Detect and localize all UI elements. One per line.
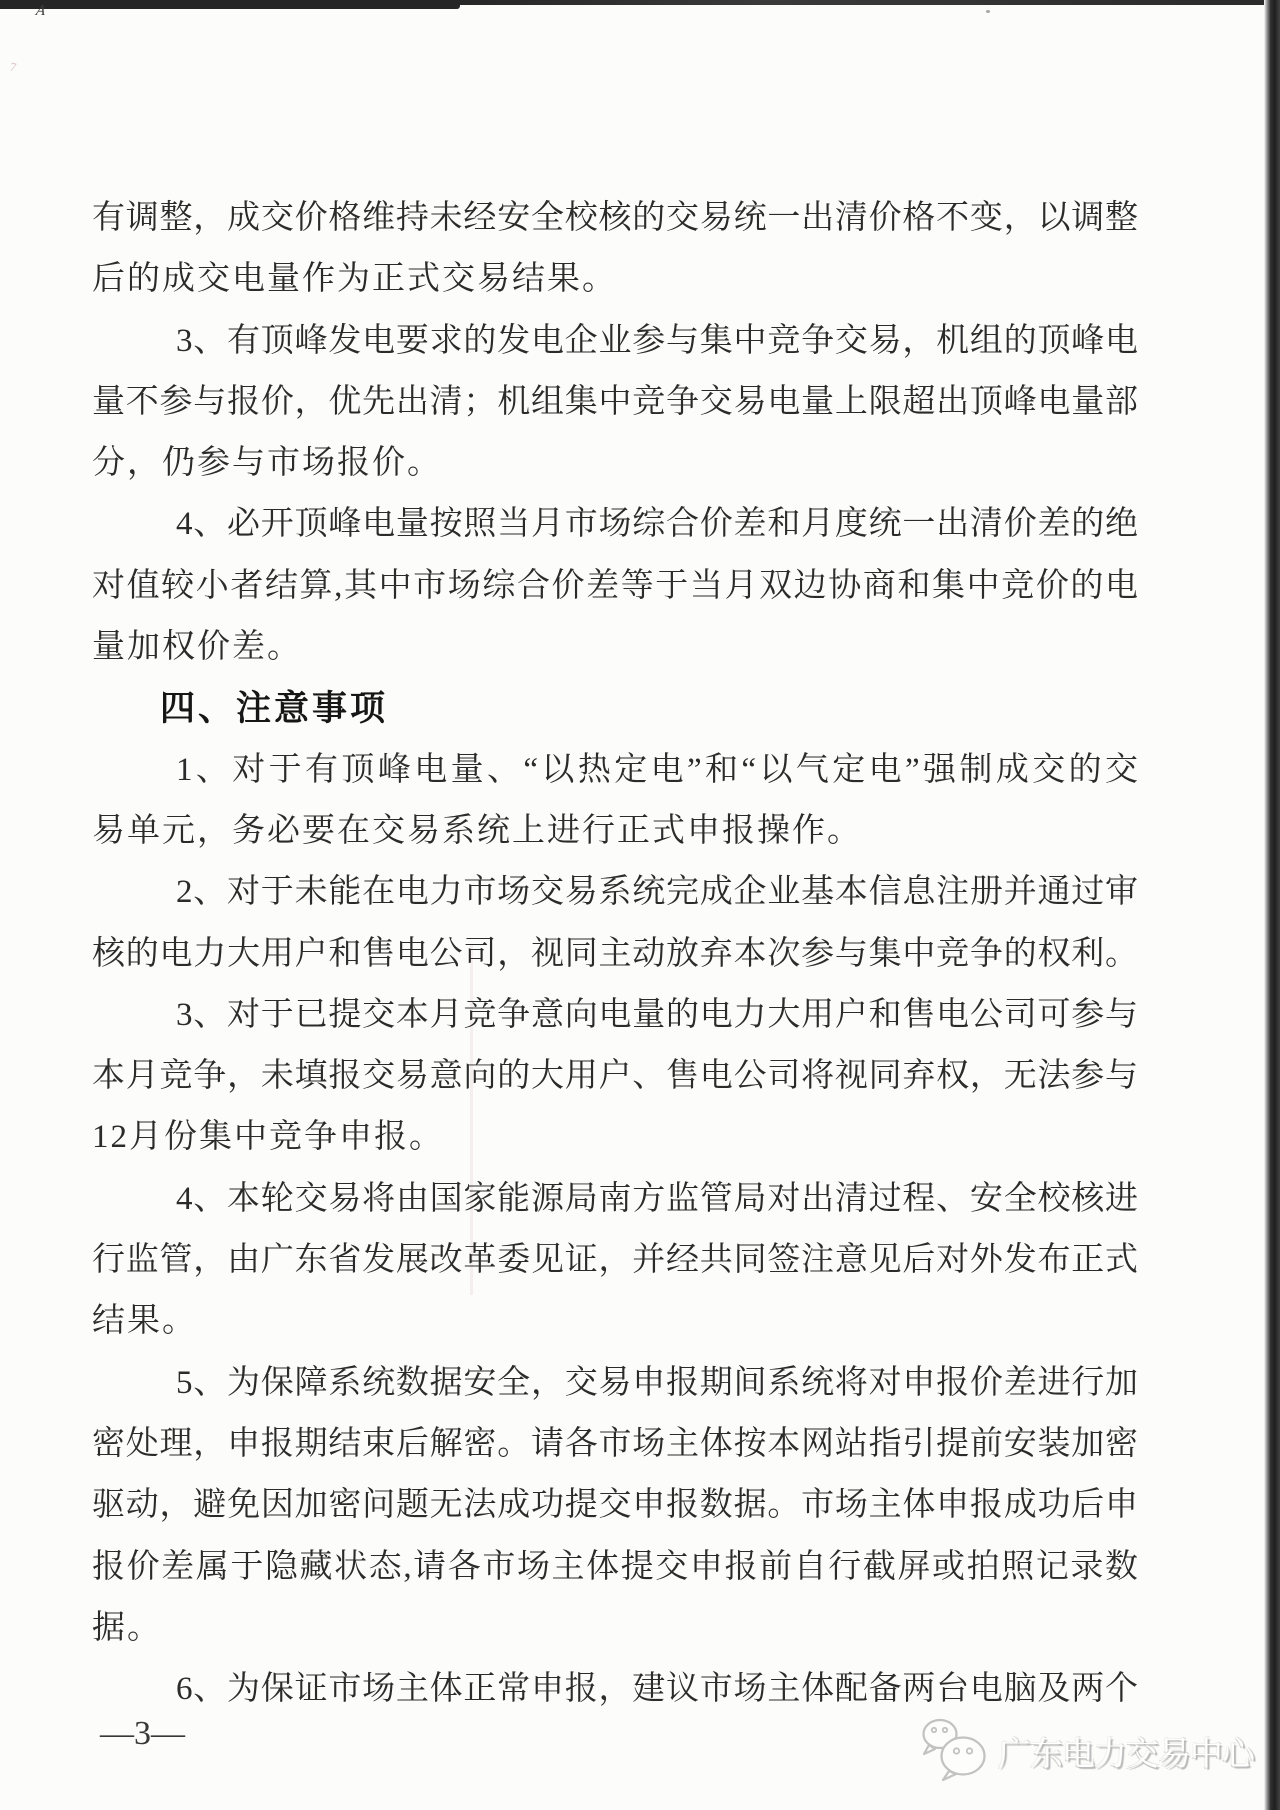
wechat-icon <box>916 1716 992 1787</box>
text-line: 分，仍参与市场报价。 <box>92 445 442 482</box>
text-line: 5、为保障系统数据安全，交易申报期间系统将对申报价差进行加 <box>176 1364 1138 1401</box>
scan-edge-top-left <box>0 0 460 9</box>
text-line: 核的电力大用户和售电公司，视同主动放弃本次参与集中竞争的权利。 <box>92 935 1138 972</box>
text-line: 结果。 <box>92 1303 197 1340</box>
scan-artifact-speck <box>986 10 990 13</box>
text-line: 行监管，由广东省发展改革委见证，并经共同签注意见后对外发布正式 <box>92 1242 1138 1279</box>
text-line: 3、对于已提交本月竞争意向电量的电力大用户和售电公司可参与 <box>176 996 1138 1033</box>
text-line: 2、对于未能在电力市场交易系统完成企业基本信息注册并通过审 <box>176 874 1138 911</box>
page-number: —3— <box>100 1715 185 1752</box>
text-line: 4、必开顶峰电量按照当月市场综合价差和月度统一出清价差的绝 <box>176 506 1138 543</box>
text-line: 量加权价差。 <box>92 629 302 666</box>
text-line: 量不参与报价，优先出清；机组集中竞争交易电量上限超出顶峰电量部 <box>92 383 1138 420</box>
text-line: 3、有顶峰发电要求的发电企业参与集中竞争交易，机组的顶峰电 <box>176 322 1138 359</box>
text-line: 本月竞争，未填报交易意向的大用户、售电公司将视同弃权，无法参与 <box>92 1058 1138 1095</box>
text-line: 易单元，务必要在交易系统上进行正式申报操作。 <box>92 812 862 849</box>
text-line: 后的成交电量作为正式交易结果。 <box>92 261 617 298</box>
text-line: 对值较小者结算,其中市场综合价差等于当月双边协商和集中竞价的电 <box>92 567 1138 604</box>
text-line: 据。 <box>92 1609 162 1646</box>
text-line: 有调整，成交价格维持未经安全校核的交易统一出清价格不变，以调整 <box>92 200 1138 236</box>
watermark <box>916 1716 1254 1786</box>
text-line: 6、为保证市场主体正常申报，建议市场主体配备两台电脑及两个 <box>176 1671 1138 1708</box>
text-line: 4、本轮交易将由国家能源局南方监管局对出清过程、安全校核进 <box>176 1180 1138 1217</box>
text-line: 密处理，申报期结束后解密。请各市场主体按本网站指引提前安装加密 <box>92 1425 1138 1462</box>
scan-edge-right <box>1264 0 1280 1810</box>
section-heading: 四、注意事项 <box>160 689 389 729</box>
scan-artifact-mark: A <box>34 3 47 19</box>
scan-artifact-squiggle: 7 <box>8 59 18 75</box>
text-line: 报价差属于隐藏状态,请各市场主体提交申报前自行截屏或拍照记录数 <box>92 1548 1138 1585</box>
watermark-label: 广东电力交易中心 <box>998 1736 1254 1773</box>
text-line: 12月份集中竞争申报。 <box>92 1119 444 1156</box>
text-line: 1、对于有顶峰电量、“以热定电”和“以气定电”强制成交的交 <box>176 751 1138 788</box>
document-body <box>92 188 1138 1720</box>
text-line: 驱动，避免因加密问题无法成功提交申报数据。市场主体申报成功后申 <box>92 1487 1138 1524</box>
